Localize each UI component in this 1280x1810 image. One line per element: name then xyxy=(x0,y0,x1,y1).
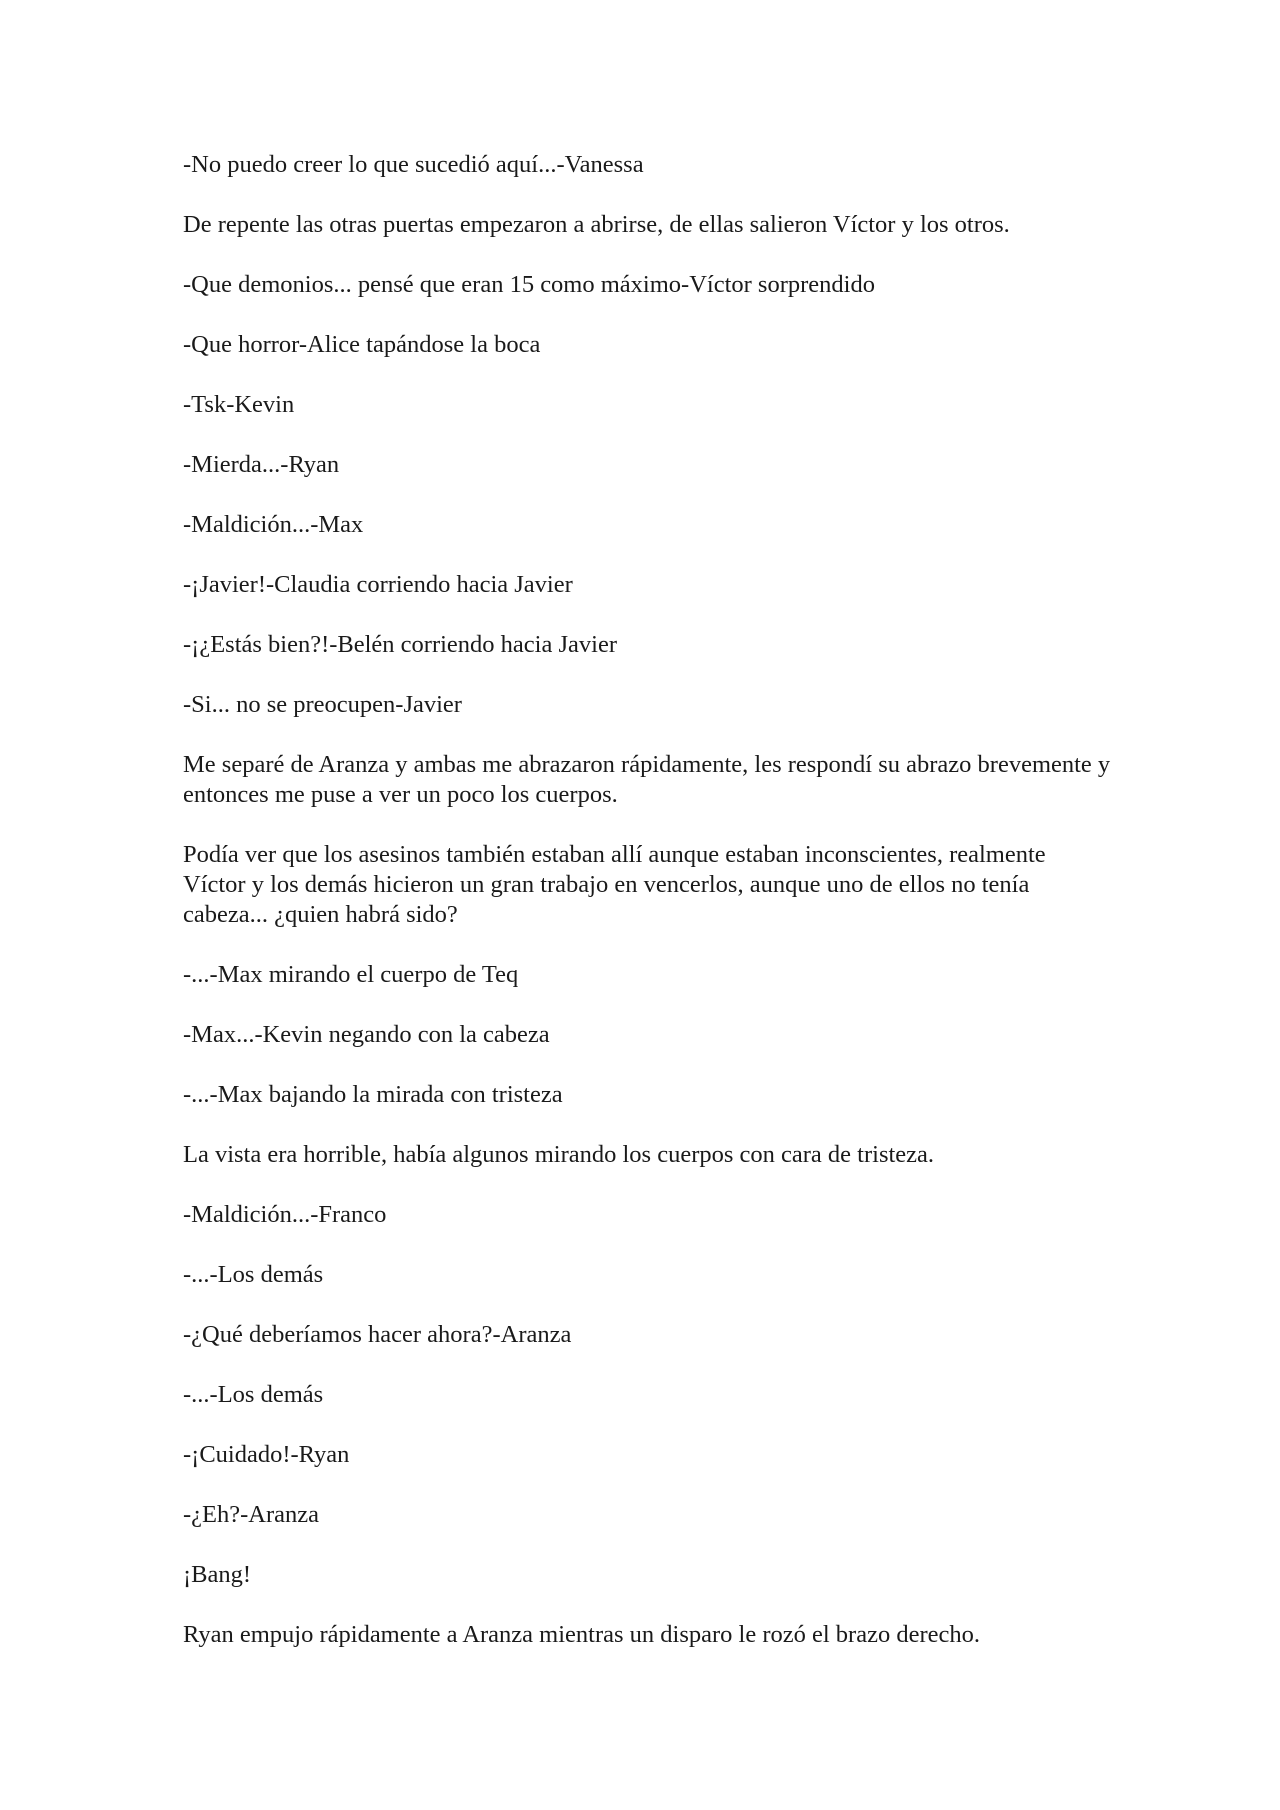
paragraph: De repente las otras puertas empezaron a abrirse, de ellas salieron Víctor y los otros. xyxy=(183,211,1010,238)
paragraph: -Que demonios... pensé que eran 15 como máximo-Víctor sorprendido xyxy=(183,271,875,298)
paragraph: -Maldición...-Max xyxy=(183,511,364,538)
paragraph: -...-Max mirando el cuerpo de Teq xyxy=(183,961,519,988)
paragraph: -Mierda...-Ryan xyxy=(183,451,340,478)
paragraph: -...-Los demás xyxy=(183,1261,324,1288)
paragraph: -¡¿Estás bien?!-Belén corriendo hacia Javier xyxy=(183,631,617,658)
paragraph: Me separé de Aranza y ambas me abrazaron rápidamente, les respondí su abrazo brevemente y entonces me puse a ver un poco los cuerpos. xyxy=(183,751,1111,808)
paragraph: -Que horror-Alice tapándose la boca xyxy=(183,331,541,358)
paragraph: -Max...-Kevin negando con la cabeza xyxy=(183,1021,550,1048)
document-body xyxy=(183,150,1113,1680)
paragraph: -Tsk-Kevin xyxy=(183,391,295,418)
paragraph: -...-Max bajando la mirada con tristeza xyxy=(183,1081,563,1108)
paragraph: Ryan empujo rápidamente a Aranza mientras un disparo le rozó el brazo derecho. xyxy=(183,1621,980,1648)
paragraph: -¡Cuidado!-Ryan xyxy=(183,1441,350,1468)
paragraph: -...-Los demás xyxy=(183,1381,324,1408)
paragraph: La vista era horrible, había algunos mirando los cuerpos con cara de tristeza. xyxy=(183,1141,935,1168)
paragraph: -No puedo creer lo que sucedió aquí...-Vanessa xyxy=(183,151,644,178)
paragraph: -Si... no se preocupen-Javier xyxy=(183,691,462,718)
paragraph: -¿Qué deberíamos hacer ahora?-Aranza xyxy=(183,1321,572,1348)
paragraph: ¡Bang! xyxy=(183,1561,252,1588)
paragraph: -¡Javier!-Claudia corriendo hacia Javier xyxy=(183,571,573,598)
paragraph: -¿Eh?-Aranza xyxy=(183,1501,320,1528)
paragraph: -Maldición...-Franco xyxy=(183,1201,387,1228)
paragraph: Podía ver que los asesinos también estaban allí aunque estaban inconscientes, realmente Víctor y los demás hicieron un gran trabajo en vencerlos, aunque uno de ellos no tenía cabeza... ¿quien habrá sido? xyxy=(183,841,1046,928)
